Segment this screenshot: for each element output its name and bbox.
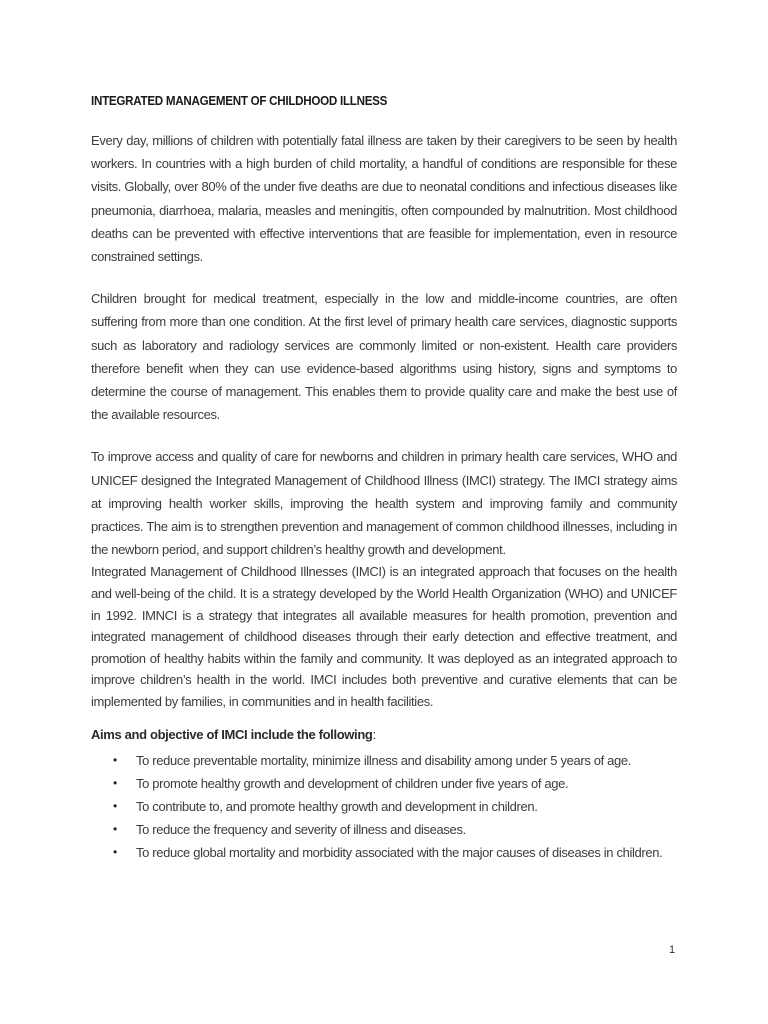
- list-item: [91, 772, 677, 795]
- list-item: [91, 841, 677, 864]
- list-item-text: To reduce global mortality and morbidity associated with the major causes of diseases in children.: [136, 845, 663, 861]
- page-number: 1: [669, 944, 676, 956]
- paragraph-treatment: Children brought for medical treatment, especially in the low and middle-income countries, are often suffering from more than one condition. At the first level of primary health care services, diagnostic supports such as laboratory and radiology services are commonly limited or non-existent. Health care providers therefore benefit when they can use evidence-based algorithms using history, signs and symptoms to determine the course of management. This enables them to provide quality care and make the best use of the available resources.: [91, 291, 677, 423]
- paragraph-imci-definition: Integrated Management of Childhood Illnesses (IMCI) is an integrated approach that focuses on the health and well-being of the child. It is a strategy developed by the World Health Organization (WHO) and UNICEF in 1992. IMNCI is a strategy that integrates all available measures for health promotion, prevention and integrated management of childhood diseases through their early detection and effective treatment, and promotion of healthy habits within the family and community. It was deployed as an integrated approach to improve children’s health in the world. IMCI includes both preventive and curative elements that can be implemented by families, in communities and in health facilities.: [91, 564, 677, 710]
- paragraph-intro: Every day, millions of children with potentially fatal illness are taken by their caregivers to be seen by health workers. In countries with a high burden of child mortality, a handful of conditions are responsible for these visits. Globally, over 80% of the under five deaths are due to neonatal conditions and infectious diseases like pneumonia, diarrhoea, malaria, measles and meningitis, often compounded by malnutrition. Most childhood deaths can be prevented with effective interventions that are feasible for implementation, even in resource constrained settings.: [91, 133, 677, 265]
- list-item: [91, 749, 677, 772]
- aims-heading: [91, 725, 677, 745]
- document-body: [91, 92, 677, 865]
- aims-list: [91, 749, 677, 865]
- paragraph-spacer: [91, 713, 677, 725]
- paragraph-spacer: [91, 426, 677, 445]
- bullet-icon: •: [113, 775, 117, 790]
- aims-heading-colon: :: [372, 726, 376, 742]
- bullet-icon: •: [113, 799, 117, 814]
- list-item-text: To promote healthy growth and development of children under five years of age.: [136, 775, 569, 791]
- bullet-icon: •: [113, 822, 117, 837]
- list-item: [91, 795, 677, 818]
- paragraph-access: To improve access and quality of care for newborns and children in primary health care services, WHO and UNICEF designed the Integrated Management of Childhood Illness (IMCI) strategy. The IMCI strategy aims at improving health worker skills, improving the health system and improving family and community practices. The aim is to strengthen prevention and management of common childhood illnesses, including in the newborn period, and support children’s healthy growth and development.: [91, 449, 677, 558]
- document-title: INTEGRATED MANAGEMENT OF CHILDHOOD ILLNESS: [91, 94, 388, 108]
- list-item: [91, 818, 677, 841]
- aims-heading-text: Aims and objective of IMCI include the following: [91, 726, 373, 742]
- list-item-text: To reduce preventable mortality, minimize illness and disability among under 5 years of age.: [136, 752, 632, 768]
- bullet-icon: •: [113, 845, 117, 860]
- bullet-icon: •: [113, 752, 117, 767]
- list-item-text: To reduce the frequency and severity of illness and diseases.: [136, 822, 466, 838]
- paragraph-spacer: [91, 268, 677, 287]
- list-item-text: To contribute to, and promote healthy growth and development in children.: [136, 799, 538, 815]
